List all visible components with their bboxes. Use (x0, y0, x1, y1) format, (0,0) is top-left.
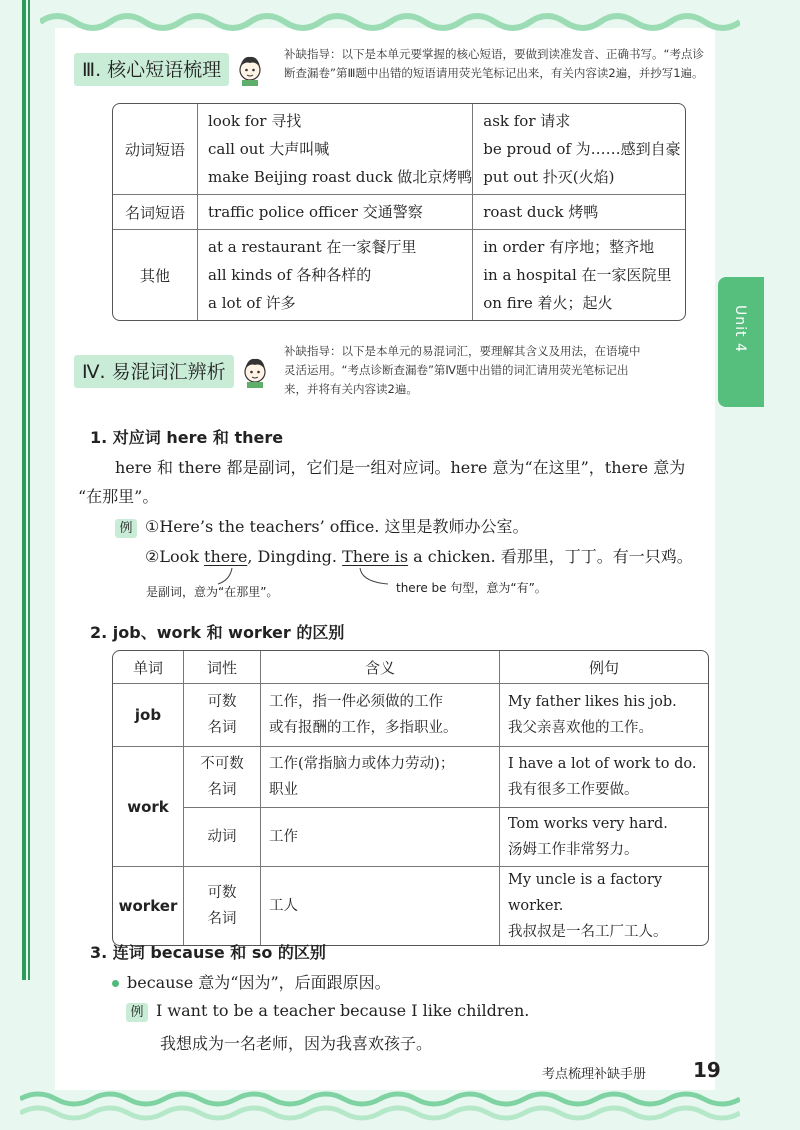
example-cell: My father likes his job. 我父亲喜欢他的工作。 (500, 684, 708, 747)
meaning-cell: 工作，指一件必须做的工作 或有报酬的工作，多指职业。 (261, 684, 500, 747)
category-cell: 其他 (113, 230, 198, 320)
section4-title: Ⅳ. 易混词汇辨析 (74, 355, 234, 388)
example-cell: Tom works very hard. 汤姆工作非常努力。 (500, 808, 708, 867)
section4-guide: 补缺指导：以下是本单元的易混词汇，要理解其含义及用法，在语境中 灵活运用。“考点诊断查漏卷”第Ⅳ题中出错的词汇请用荧光笔标记出 来，并将有关内容读2遍。 (284, 344, 641, 396)
pos-cell: 可数 名词 (184, 867, 261, 945)
word-cell: work (113, 747, 184, 867)
table-row (113, 230, 685, 320)
column-header: 例句 (500, 651, 708, 684)
phrase-cell: roast duck 烤鸭 (473, 195, 685, 230)
bullet-icon (112, 980, 119, 987)
pos-cell: 可数 名词 (184, 684, 261, 747)
example-tag: 例 (126, 1003, 148, 1022)
pos-cell: 动词 (184, 808, 261, 867)
item1-heading: 1. 对应词 here 和 there (90, 428, 284, 447)
section3-guide: 补缺指导：以下是本单元要掌握的核心短语，要做到读准发音、正确书写。“考点诊 断查漏卷”第Ⅲ题中出错的短语请用荧光笔标记出来，有关内容读2遍，并抄写1遍。 (284, 47, 704, 80)
section3-title: Ⅲ. 核心短语梳理 (74, 53, 229, 86)
table-header-row (113, 651, 708, 684)
category-cell: 动词短语 (113, 104, 198, 195)
example-tag: 例 (115, 519, 137, 538)
wave-border-top (40, 8, 740, 34)
column-header: 含义 (261, 651, 500, 684)
student-mascot-icon (238, 354, 272, 388)
example-cell: My uncle is a factory worker. 我叔叔是一名工厂工人。 (508, 872, 668, 940)
wave-border-bottom (20, 1085, 740, 1125)
example-cell: I have a lot of work to do. 我有很多工作要做。 (500, 747, 708, 808)
meaning-cell: 工作(常指脑力或体力劳动)； 职业 (261, 747, 500, 808)
annotation-left: 是副词，意为“在那里”。 (146, 585, 279, 599)
decorative-rule (22, 0, 26, 980)
item1-example-2: ②Look there, Dingding. There is a chicken. 看那里，丁丁。有一只鸡。 (145, 547, 693, 566)
table-row (113, 747, 708, 808)
item3-bullet: because 意为“因为”，后面跟原因。 (112, 970, 391, 993)
table-row (113, 808, 708, 867)
phrase-table (112, 103, 686, 321)
pos-cell: 不可数 名词 (184, 747, 261, 808)
word-cell: worker (113, 867, 184, 945)
phrase-cell: in order 有序地；整齐地 in a hospital 在一家医院里 on fire 着火；起火 (483, 238, 672, 312)
unit-tab-label: Unit 4 (732, 305, 748, 353)
word-cell: job (113, 684, 184, 747)
student-mascot-icon (233, 52, 267, 86)
phrase-cell: at a restaurant 在一家餐厅里 all kinds of 各种各样的 a lot of 许多 (198, 230, 473, 320)
unit-tab (718, 277, 764, 407)
table-row (113, 867, 708, 945)
item1-paragraph: here 和 there 都是副词，它们是一组对应词。here 意为“在这里”，there 意为 (115, 458, 686, 477)
item1-paragraph: “在那里”。 (78, 487, 159, 506)
table-row (113, 195, 685, 230)
footer-book-title: 考点梳理补缺手册 (542, 1067, 647, 1082)
table-row (113, 104, 685, 195)
phrase-cell: look for 寻找 call out 大声叫喊 make Beijing roast duck 做北京烤鸭 (198, 104, 473, 195)
section3-header (74, 52, 267, 86)
phrase-cell: traffic police officer 交通警察 (198, 195, 473, 230)
item1-example-1: 例 ①Here’s the teachers’ office. 这里是教师办公室。 (115, 514, 528, 538)
meaning-cell: 工人 (261, 867, 500, 945)
page-number: 19 (693, 1058, 721, 1082)
decorative-rule (28, 0, 30, 980)
annotation-right: there be 句型，意为“有”。 (396, 581, 547, 595)
item3-example: 例 I want to be a teacher because I like children. (126, 1001, 529, 1022)
column-header: 词性 (184, 651, 261, 684)
word-comparison-table (112, 650, 709, 946)
section4-header (74, 354, 272, 388)
meaning-cell: 工作 (261, 808, 500, 867)
phrase-cell: ask for 请求 be proud of 为……感到自豪 put out 扑灭(火焰) (473, 104, 685, 195)
item3-heading: 3. 连词 because 和 so 的区别 (90, 943, 326, 962)
table-row (113, 684, 708, 747)
category-cell: 名词短语 (113, 195, 198, 230)
item2-heading: 2. job、work 和 worker 的区别 (90, 623, 345, 642)
column-header: 单词 (113, 651, 184, 684)
item3-example-translation: 我想成为一名老师，因为我喜欢孩子。 (160, 1034, 433, 1053)
